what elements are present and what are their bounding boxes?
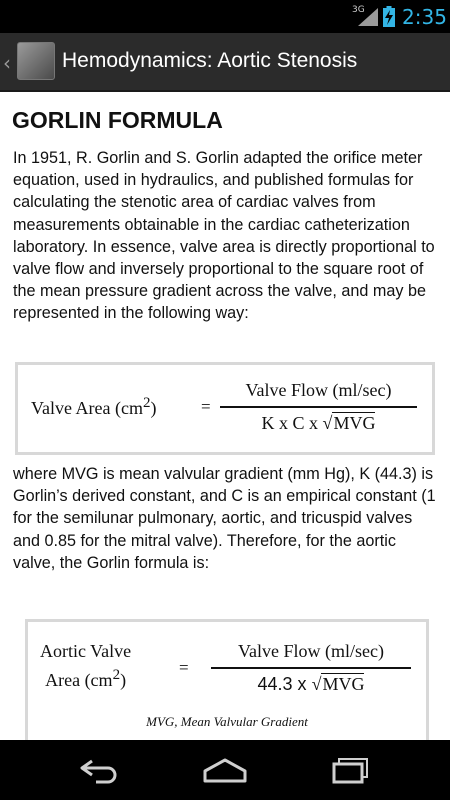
formula-lhs: Aortic Valve Area $(cm^2)$: [40, 641, 132, 690]
section-heading: GORLIN FORMULA: [12, 107, 223, 133]
formula-fraction: [211, 641, 411, 695]
fraction-bar: [211, 667, 411, 669]
formula-denominator: 44.3 x √MVG: [257, 674, 365, 694]
signal-icon: [358, 8, 378, 26]
chevron-left-icon[interactable]: ‹: [3, 51, 11, 75]
formula-lhs: Valve Area $(cm^2)$: [31, 395, 157, 418]
article-content[interactable]: [0, 92, 450, 740]
square-root-icon: √: [311, 674, 322, 694]
recent-apps-icon[interactable]: [327, 755, 377, 785]
intro-paragraph: In 1951, R. Gorlin and S. Gorlin adapted the orifice meter equation, used in hydraulics, and published formulas for calculating the stenotic area of cardiac valves from measurements obtainable in the cardiac catheterization laboratory. In essence, valve area is directly proportional to valve flow and inversely proportional to the square root of the mean pressure gradient across the valve, and may be represented in the following way:: [13, 149, 435, 323]
app-logo-icon[interactable]: [17, 42, 55, 80]
battery-charging-icon: [383, 6, 395, 27]
action-bar: [0, 33, 450, 92]
formula-numerator: Valve Flow (ml/sec): [238, 641, 384, 661]
clock: 2:35: [402, 5, 447, 29]
equals-sign: =: [179, 658, 189, 677]
valve-area-formula: [15, 362, 435, 455]
back-icon[interactable]: [74, 755, 124, 785]
square-root-icon: √: [322, 413, 333, 433]
fraction-bar: [220, 406, 417, 408]
formula-numerator: Valve Flow (ml/sec): [245, 380, 392, 400]
explanation-paragraph: where MVG is mean valvular gradient (mm Hg), K (44.3) is Gorlin’s derived constant, and C is an empirical constant (1 for the semilunar pulmonary, aortic, and tricuspid valves and 0.85 for the mitral valve). Therefore, for the aortic valve, the Gorlin formula is:: [13, 465, 436, 572]
page-title: Hemodynamics: Aortic Stenosis: [62, 49, 358, 72]
aortic-valve-formula: [25, 619, 429, 740]
status-bar: [0, 0, 450, 33]
formula-fraction: [220, 380, 417, 434]
equals-sign: =: [201, 397, 211, 416]
network-type: 3G: [352, 5, 365, 15]
formula-denominator: K x C x √MVG: [261, 413, 376, 433]
navigation-bar: [0, 740, 450, 800]
formula-footnote: MVG, Mean Valvular Gradient: [146, 714, 308, 729]
home-icon[interactable]: [200, 755, 250, 785]
